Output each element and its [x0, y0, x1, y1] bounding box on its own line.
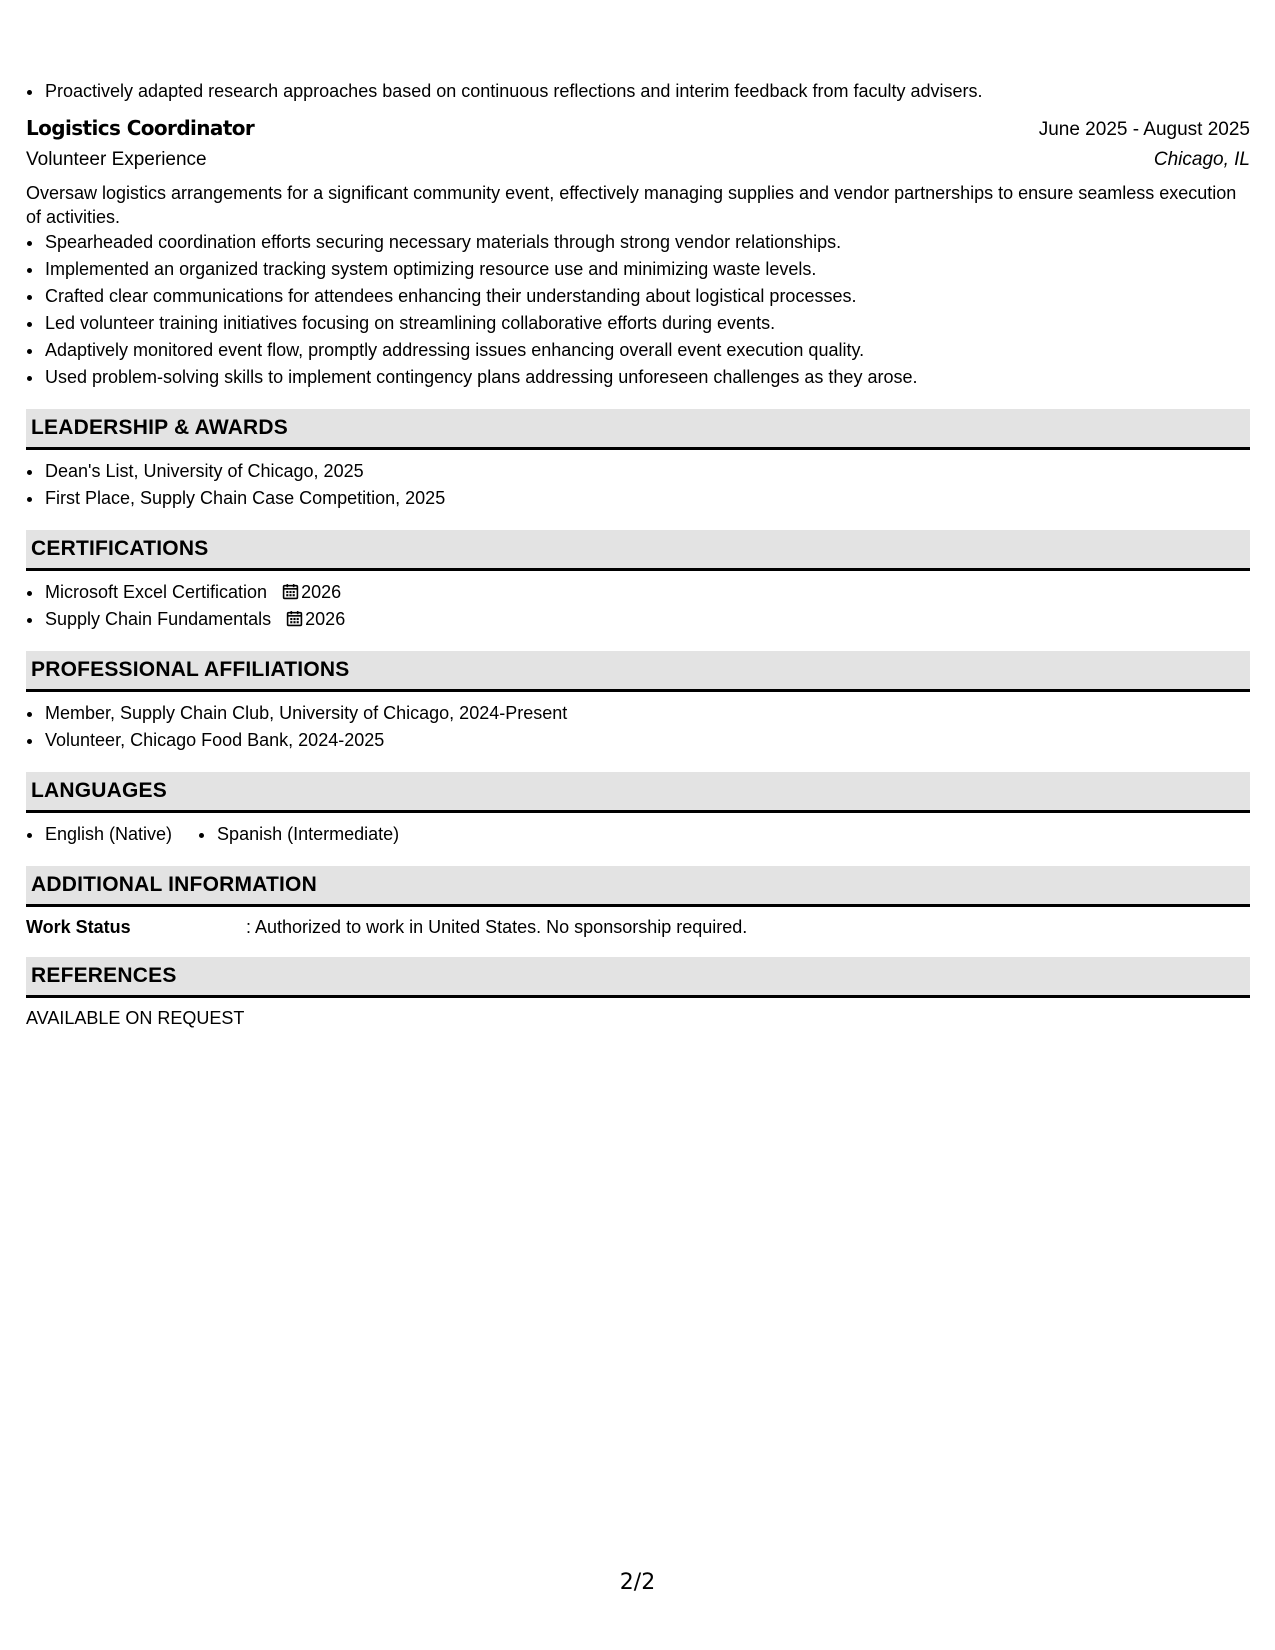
job-bullets [26, 229, 1250, 391]
section-heading-leadership: LEADERSHIP & AWARDS [26, 409, 1250, 450]
list-item: • Dean's List, University of Chicago, 2025 [44, 458, 1250, 485]
previous-job-bullets [26, 78, 1250, 105]
job-header [26, 113, 1250, 145]
certifications-list [26, 579, 1250, 633]
list-item [44, 606, 1250, 633]
certification-year: 2026 [301, 582, 342, 602]
section-heading-references: REFERENCES [26, 957, 1250, 998]
list-item: • Member, Supply Chain Club, University of Chicago, 2024-Present [44, 700, 1250, 727]
list-item [44, 579, 1250, 606]
list-item: • Spanish (Intermediate) [216, 821, 399, 848]
resume-page [26, 78, 1250, 1030]
list-item: • Crafted clear communications for attendees enhancing their understanding about logistical processes. [44, 283, 1250, 310]
job-title: Logistics Coordinator [26, 116, 255, 140]
work-status-row [26, 915, 1250, 939]
list-item: • English (Native) [44, 821, 172, 848]
list-item: • Volunteer, Chicago Food Bank, 2024-2025 [44, 727, 1250, 754]
section-heading-certifications: CERTIFICATIONS [26, 530, 1250, 571]
list-item: • Used problem-solving skills to implement contingency plans addressing unforeseen challenges as they arose. [44, 364, 1250, 391]
list-item: • Implemented an organized tracking system optimizing resource use and minimizing waste levels. [44, 256, 1250, 283]
certification-name: Microsoft Excel Certification [45, 582, 268, 602]
leadership-list [26, 458, 1250, 512]
job-summary: Oversaw logistics arrangements for a significant community event, effectively managing supplies and vendor partnerships to ensure seamless execution of activities. [26, 183, 1237, 227]
languages-list [26, 821, 1250, 848]
list-item: • Proactively adapted research approaches based on continuous reflections and interim feedback from faculty advisers. [44, 78, 1250, 105]
job-subheader [26, 145, 1250, 175]
section-heading-languages: LANGUAGES [26, 772, 1250, 813]
job-location: Chicago, IL [1153, 149, 1250, 170]
calendar-icon [286, 610, 303, 627]
job-organization: Volunteer Experience [26, 149, 207, 170]
certification-year: 2026 [305, 609, 346, 629]
list-item: • Spearheaded coordination efforts securing necessary materials through strong vendor relationships. [44, 229, 1250, 256]
work-status-value: : Authorized to work in United States. No sponsorship required. [246, 917, 748, 937]
certification-name: Supply Chain Fundamentals [45, 609, 272, 629]
section-heading-additional-information: ADDITIONAL INFORMATION [26, 866, 1250, 907]
page-number: 2/2 [619, 1570, 656, 1595]
list-item: • Adaptively monitored event flow, promptly addressing issues enhancing overall event execution quality. [44, 337, 1250, 364]
work-status-label: Work Status [26, 917, 131, 937]
job-dates: June 2025 - August 2025 [1038, 119, 1250, 140]
list-item: • First Place, Supply Chain Case Competition, 2025 [44, 485, 1250, 512]
section-heading-affiliations: PROFESSIONAL AFFILIATIONS [26, 651, 1250, 692]
calendar-icon [282, 583, 299, 600]
references-text: AVAILABLE ON REQUEST [26, 1008, 245, 1028]
list-item: • Led volunteer training initiatives focusing on streamlining collaborative efforts during events. [44, 310, 1250, 337]
affiliations-list [26, 700, 1250, 754]
